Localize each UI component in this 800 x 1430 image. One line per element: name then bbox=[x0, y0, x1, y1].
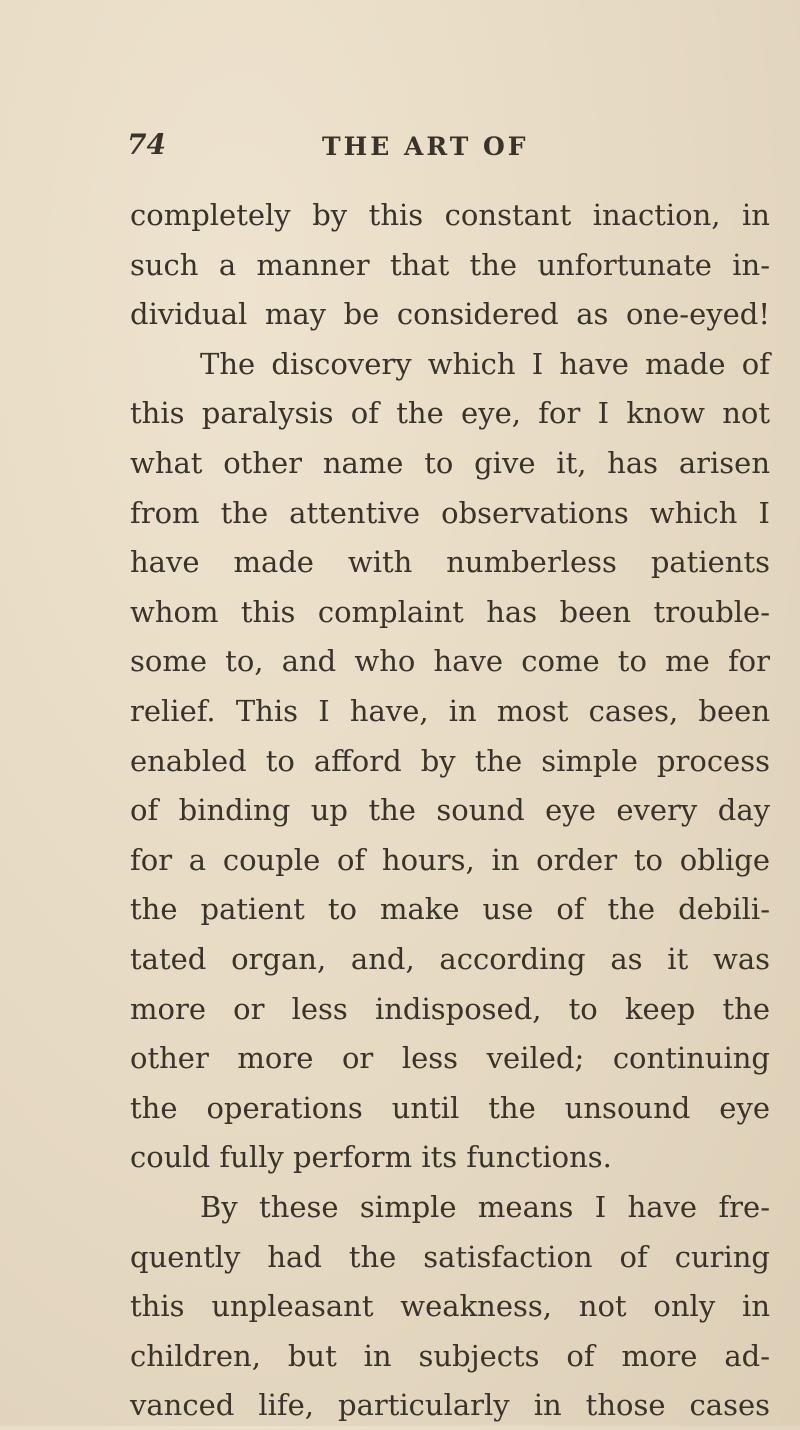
text-line: The discovery which I have made of bbox=[200, 346, 770, 381]
text-line: could fully perform its functions. bbox=[130, 1140, 612, 1175]
text-line: for a couple of hours, in order to oblige bbox=[130, 842, 770, 877]
text-line: some to, and who have come to me for bbox=[130, 644, 770, 679]
text-line: this unpleasant weakness, not only in bbox=[130, 1289, 770, 1324]
running-head: THE ART OF bbox=[322, 132, 529, 161]
text-line: quently had the satisfaction of curing bbox=[130, 1239, 770, 1274]
text-line: vanced life, particularly in those cases bbox=[130, 1388, 770, 1423]
page-number: 74 bbox=[127, 128, 166, 161]
text-line: from the attentive observations which I bbox=[130, 495, 770, 530]
text-line: more or less indisposed, to keep the bbox=[130, 991, 770, 1026]
text-line: this paralysis of the eye, for I know not bbox=[130, 396, 770, 431]
text-line: have made with numberless patients bbox=[130, 545, 770, 580]
page-header bbox=[0, 128, 800, 174]
text-line: the operations until the unsound eye bbox=[130, 1090, 770, 1125]
text-line: tated organ, and, according as it was bbox=[130, 942, 770, 976]
text-line: what other name to give it, has arisen bbox=[130, 446, 770, 480]
text-line: completely by this constant inaction, in bbox=[130, 198, 770, 232]
text-line: enabled to afford by the simple process bbox=[130, 743, 770, 778]
text-line: children, but in subjects of more ad- bbox=[130, 1338, 770, 1373]
text-line: whom this complaint has been trouble- bbox=[130, 594, 770, 629]
text-line: such a manner that the unfortunate in- bbox=[130, 247, 770, 282]
text-line: of binding up the sound eye every day bbox=[130, 793, 770, 828]
text-line: other more or less veiled; continuing bbox=[130, 1041, 770, 1076]
text-line: the patient to make use of the debili- bbox=[130, 892, 770, 927]
text-line: relief. This I have, in most cases, been bbox=[130, 694, 770, 728]
text-line: By these simple means I have fre- bbox=[200, 1190, 770, 1224]
text-line: dividual may be considered as one-eyed! bbox=[130, 297, 770, 332]
